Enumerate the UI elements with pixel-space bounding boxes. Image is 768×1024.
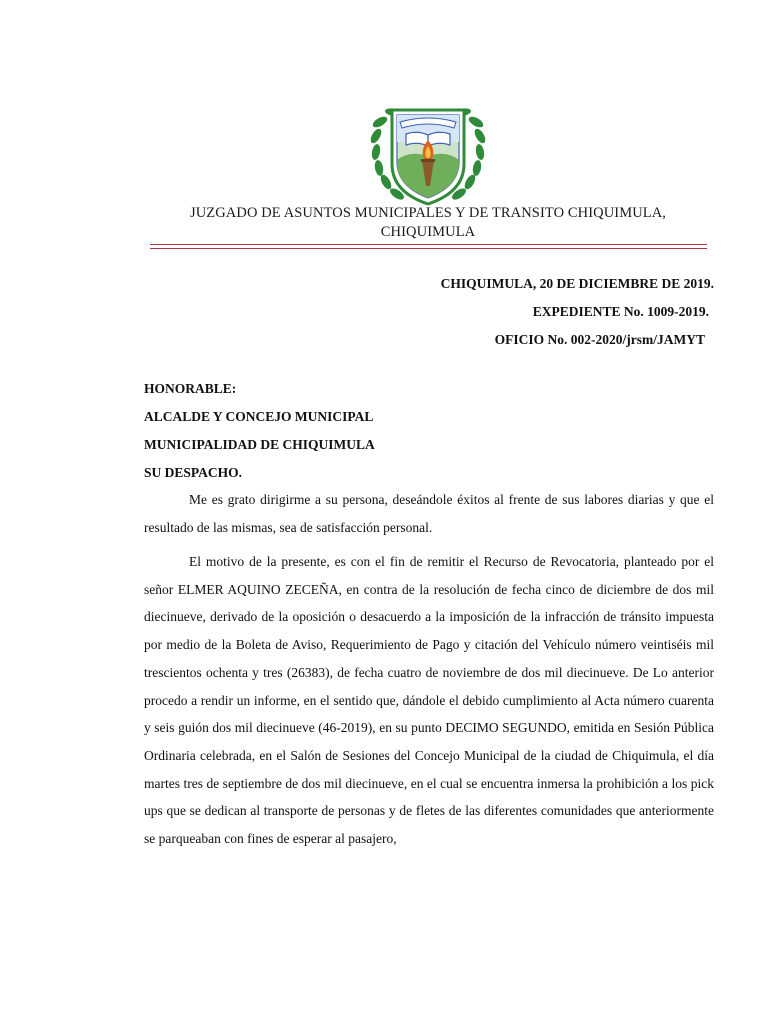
body-paragraph-1: Me es grato dirigirme a su persona, deseándole éxitos al frente de sus labores diarias y que el resultado de las mismas, sea de satisfacción personal. xyxy=(144,492,714,535)
expediente-number: EXPEDIENTE No. 1009-2019. xyxy=(532,304,709,319)
body-paragraph-2: El motivo de la presente, es con el fin de remitir el Recurso de Revocatoria, planteado por el señor ELMER AQUINO ZECEÑA, en contra de la resolución de fecha cinco de diciembre de dos mil diecinueve, derivado de la oposición o desacuerdo a la imposición de la infracción de tránsito impuesta por medio de la Boleta de Aviso, Requerimiento de Pago y citación del Vehículo número veintiséis mil trescientos ochenta y tres (26383), de fecha cuatro de noviembre de dos mil diecinueve. De Lo anterior procedo a rendir un informe, en el sentido que, dándole el debido cumplimiento al Acta número cuarenta y seis guión dos mil diecinueve (46-2019), en su punto DECIMO SEGUNDO, emitida en Sesión Pública Ordinaria celebrada, en el Salón de Sesiones del Concejo Municipal de la ciudad de Chiquimula, el día martes tres de septiembre de dos mil diecinueve, en el cual se encuentra inmersa la prohibición a los pick ups que se dedican al transporte de personas y de fletes de las diferentes comunidades que anteriormente se parqueaban con fines de esperar al pasajero, xyxy=(144,554,714,847)
addressee-line4: SU DESPACHO. xyxy=(144,465,243,480)
municipal-seal-logo xyxy=(370,102,486,208)
header-rule-top xyxy=(150,244,707,245)
addressee-line3: MUNICIPALIDAD DE CHIQUIMULA xyxy=(144,437,375,452)
addressee-line2: ALCALDE Y CONCEJO MUNICIPAL xyxy=(144,409,374,424)
addressee-block xyxy=(144,375,375,487)
oficio-number: OFICIO No. 002-2020/jrsm/JAMYT xyxy=(494,332,705,347)
court-header-line2: CHIQUIMULA xyxy=(380,224,476,240)
court-header xyxy=(150,204,706,242)
letter-body xyxy=(144,486,714,859)
reference-block xyxy=(441,270,714,354)
header-rule-bottom xyxy=(150,248,707,249)
addressee-line1: HONORABLE: xyxy=(144,381,237,396)
document-date: CHIQUIMULA, 20 DE DICIEMBRE DE 2019. xyxy=(440,276,714,291)
court-header-line1: JUZGADO DE ASUNTOS MUNICIPALES Y DE TRANSITO CHIQUIMULA, xyxy=(189,205,667,221)
